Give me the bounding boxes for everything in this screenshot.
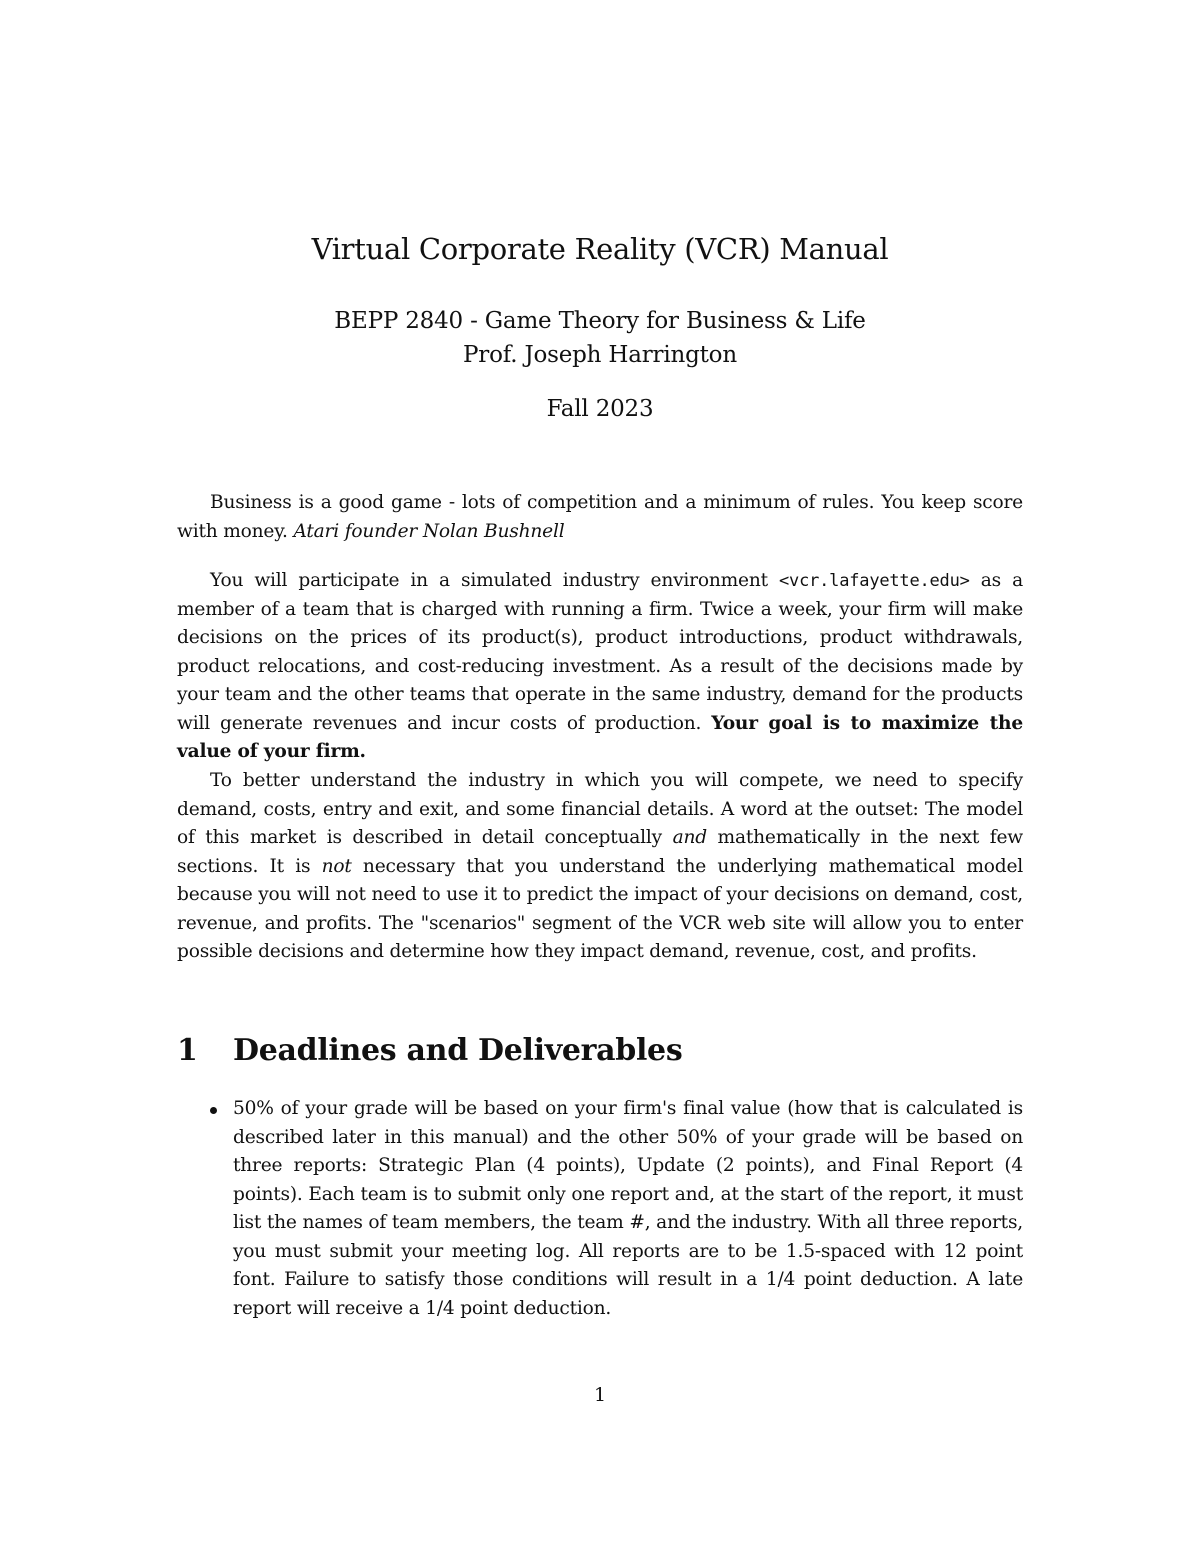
para2-text-3: necessary that you understand the underlying mathematical model because you will not need to use it to predict the impact of your decisions on demand, cost, revenue, and profits. The "scenarios" segment of the VCR web site will allow you to enter possible decisions and determine how they impact demand, revenue, cost, and profits.: [177, 855, 1023, 962]
epigraph: [177, 489, 1023, 546]
section-heading: [177, 1033, 682, 1068]
bullet-icon: [210, 1107, 217, 1114]
page-number: 1: [593, 1384, 607, 1406]
professor-name: Prof. Joseph Harrington: [463, 342, 737, 368]
document-title: Virtual Corporate Reality (VCR) Manual: [311, 232, 889, 266]
epigraph-attribution: Atari founder Nolan Bushnell: [293, 520, 565, 542]
term: Fall 2023: [546, 396, 654, 422]
intro-goal: Your goal is to maximize the value of your firm.: [177, 712, 1023, 762]
vcr-url: <vcr.lafayette.edu>: [779, 571, 970, 591]
list-item: [177, 1095, 1023, 1323]
intro-paragraph: [177, 567, 1023, 767]
para2-text-2: mathematically in the next few sections. It is: [177, 827, 1023, 877]
intro-text-2: as a member of a team that is charged with running a firm. Twice a week, your firm will make decisions on the prices of its product(s), product introductions, product withdrawals, product relocations, and cost-reducing investment. As a result of the decisions made by your team and the other teams that operate in the same industry, demand for the products will generate revenues and incur costs of production.: [177, 570, 1023, 734]
epigraph-quote: Business is a good game - lots of competition and a minimum of rules. You keep score with money.: [177, 492, 1023, 542]
section-title: Deadlines and Deliverables: [233, 1033, 683, 1068]
intro-text-1: You will participate in a simulated industry environment: [210, 570, 779, 591]
para2-text-1: To better understand the industry in which you will compete, we need to specify demand, costs, entry and exit, and some financial details. A word at the outset: The model of this market is described in detail conceptually: [177, 770, 1023, 848]
course-name: BEPP 2840 - Game Theory for Business & Life: [334, 308, 866, 334]
model-paragraph: [177, 767, 1023, 967]
para2-emph-and: and: [672, 827, 707, 848]
deliverables-list: [177, 1095, 1023, 1323]
para2-emph-not: not: [321, 855, 352, 877]
section-number: 1: [177, 1033, 198, 1068]
list-item-text: 50% of your grade will be based on your firm's final value (how that is calculated is described later in this manual) and the other 50% of your grade will be based on three reports: Strategic Plan (4 points), Update (2 points), and Final Report (4 points). Each team is to submit only one report and, at the start of the report, it must list the names of team members, the team #, and the industry. With all three reports, you must submit your meeting log. All reports are to be 1.5-spaced with 12 point font. Failure to satisfy those conditions will result in a 1/4 point deduction. A late report will receive a 1/4 point deduction.: [233, 1098, 1023, 1319]
